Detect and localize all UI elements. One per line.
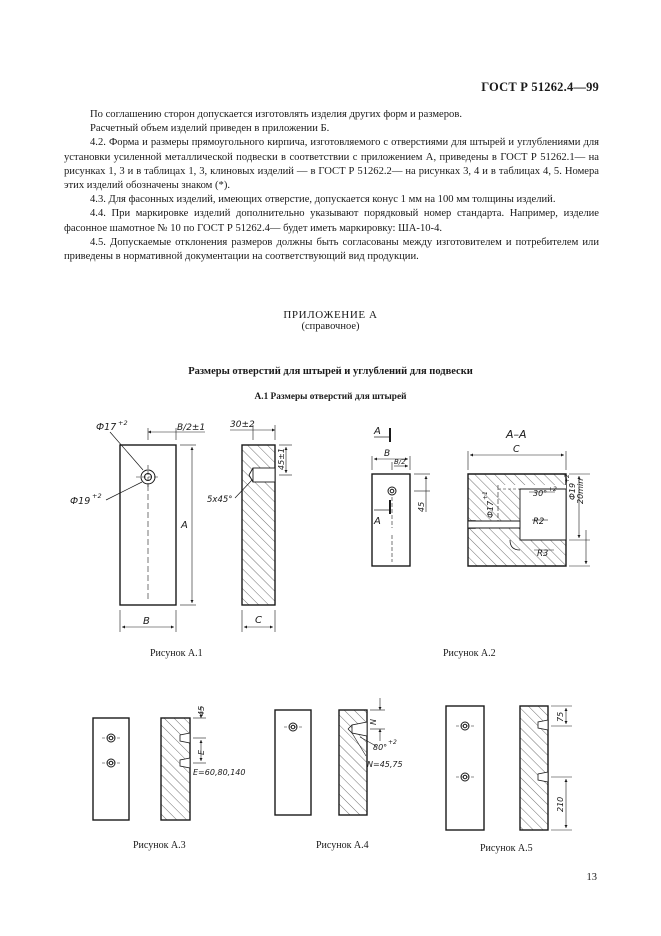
figure-a5 — [446, 706, 572, 830]
fig-a1-phi17-tol: +2 — [118, 419, 128, 427]
fig-a1-30: 30±2 — [230, 420, 255, 430]
figure-a2 — [372, 428, 590, 566]
fig-a2-30: 30° — [533, 489, 548, 498]
brick-side-view — [161, 718, 190, 820]
fig-a2-45: 45 — [417, 501, 426, 512]
fig-a3-e: E — [197, 749, 206, 755]
standard-header: ГОСТ Р 51262.4—99 — [481, 80, 599, 94]
fig-a1-phi17: Ф17 — [96, 422, 117, 433]
fig-a4-n-values: N=45,75 — [367, 760, 403, 769]
fig-a2-20min: 20min — [576, 478, 585, 504]
figure-a3 — [93, 706, 206, 820]
appendix-subtitle: (справочное) — [301, 321, 360, 332]
paragraph: Расчетный объем изделий приведен в приложении Б. — [90, 123, 330, 135]
fig-a2-a-top: A — [374, 426, 381, 437]
fig-a1-chamfer: 5х45° — [207, 495, 233, 505]
fig-a2-phi17: Ф17 — [486, 500, 495, 518]
paragraph: По соглашению сторон допускается изготовлять изделия других форм и размеров. — [90, 109, 462, 120]
appendix-title: ПРИЛОЖЕНИЕ А — [283, 309, 378, 321]
fig-a1-a: A — [181, 520, 188, 531]
fig-a2-b2: B/2 — [394, 458, 406, 466]
figure-caption-a5: Рисунок А.5 — [480, 843, 533, 854]
paragraph: 4.2. Форма и размеры прямоугольного кирпича, изготовляемого с отверстиями для штырей и углублениями для установки усиленной металлической подвески в соответствии с приложением А, приведены в ГОСТ Р 51262.1— на рисунках 1, 3 и в таблицах 1, 3, клиновых изделий — в ГОСТ Р 51262.2— на рисунках 3, 4 и в таблицах 4, 5. Номера этих изделий обозначены знаком (*). — [64, 137, 599, 192]
fig-a2-phi17-tol: +1 — [482, 491, 489, 500]
fig-a4-80-tol: +2 — [388, 739, 397, 746]
fig-a5-210: 210 — [556, 796, 565, 812]
subsection-title: А.1 Размеры отверстий для штырей — [254, 392, 407, 402]
fig-a2-a-bottom: A — [374, 516, 381, 527]
figure-caption-a4: Рисунок А.4 — [316, 840, 369, 851]
figure-a4 — [275, 698, 388, 815]
fig-a3-e-values: E=60,80,140 — [193, 768, 246, 777]
fig-a2-phi19-tol: +2 — [564, 474, 571, 483]
fig-a1-45: 45±1 — [277, 448, 286, 470]
brick-front-view — [93, 718, 129, 820]
section-title: Размеры отверстий для штырей и углублений для подвески — [188, 366, 473, 377]
fig-a2-b: B — [384, 449, 391, 459]
pin-hole — [388, 487, 396, 495]
fig-a4-n: N — [369, 719, 378, 725]
paragraph: 4.5. Допускаемые отклонения размеров должны быть согласованы между изготовителем и потребителем или приведены в нормативной документации на соответствующий вид продукции. — [64, 236, 599, 263]
fig-a1-phi19: Ф19 — [70, 496, 91, 507]
fig-a1-b: B — [143, 616, 150, 627]
fig-a5-75: 75 — [556, 711, 565, 722]
paragraph: 4.4. При маркировке изделий дополнительно указывают порядковый номер стандарта. Например, изделие фасонное шамотное № 10 по ГОСТ Р 51262.4— будет иметь маркировку: ША-10-4. — [64, 208, 599, 234]
fig-a3-45: 45 — [197, 705, 206, 716]
figure-caption-a3: Рисунок А.3 — [133, 840, 186, 851]
fig-a1-phi19-tol: +2 — [92, 492, 102, 500]
page-number: 13 — [586, 872, 597, 883]
fig-a2-r2: R2 — [533, 517, 545, 527]
figure-caption-a1: Рисунок А.1 — [150, 648, 203, 659]
fig-a1-c: C — [255, 615, 262, 626]
fig-a2-r3: R3 — [537, 549, 549, 559]
paragraph: 4.3. Для фасонных изделий, имеющих отверстие, допускается конус 1 мм на 100 мм толщины изделий. — [90, 194, 556, 206]
figure-caption-a2: Рисунок А.2 — [443, 648, 496, 659]
fig-a2-30-tol: +2 — [548, 486, 557, 493]
fig-a4-80: 80° — [373, 743, 388, 752]
fig-a2-phi19: Ф19 — [568, 482, 577, 500]
fig-a2-c: C — [513, 444, 520, 455]
fig-a1-b2: B/2±1 — [177, 423, 206, 433]
fig-a2-section: А–А — [506, 428, 527, 441]
brick-front-view — [275, 710, 311, 815]
figure-a1 — [106, 425, 292, 632]
